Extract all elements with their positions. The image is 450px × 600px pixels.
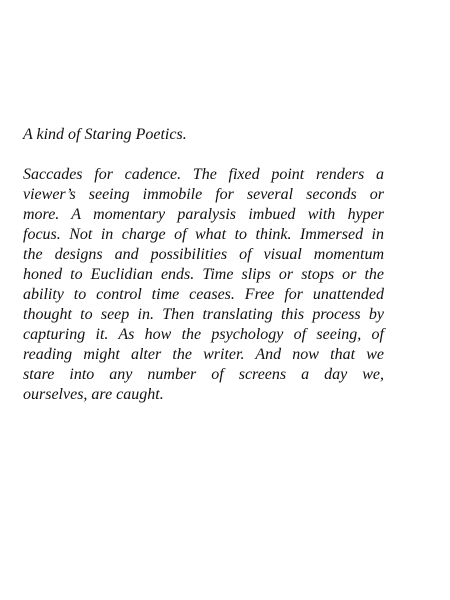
paragraph-line: viewer’s seeing immobile for several seconds or [23, 186, 384, 203]
paragraph-line: focus. Not in charge of what to think. Immersed in [23, 226, 384, 243]
paragraph-line: more. A momentary paralysis imbued with hyper [23, 206, 384, 223]
paragraph-line: ability to control time ceases. Free for unattended [23, 286, 384, 303]
paragraph-line: stare into any number of screens a day we, [23, 366, 384, 383]
paragraph [23, 165, 384, 405]
paragraph-line: honed to Euclidian ends. Time slips or stops or the [23, 266, 384, 283]
paragraph-line: the designs and possibilities of visual momentum [23, 246, 384, 263]
paragraph-line: capturing it. As how the psychology of seeing, of [23, 326, 384, 343]
paragraph-line: thought to seep in. Then translating this process by [23, 306, 384, 323]
document-title: A kind of Staring Poetics. [23, 126, 187, 143]
paragraph-line: ourselves, are caught. [23, 386, 164, 403]
paragraph-spacer [23, 145, 384, 165]
text-block [23, 125, 384, 405]
paragraph-line: Saccades for cadence. The fixed point renders a [23, 166, 384, 183]
paragraph-line: reading might alter the writer. And now that we [23, 346, 384, 363]
